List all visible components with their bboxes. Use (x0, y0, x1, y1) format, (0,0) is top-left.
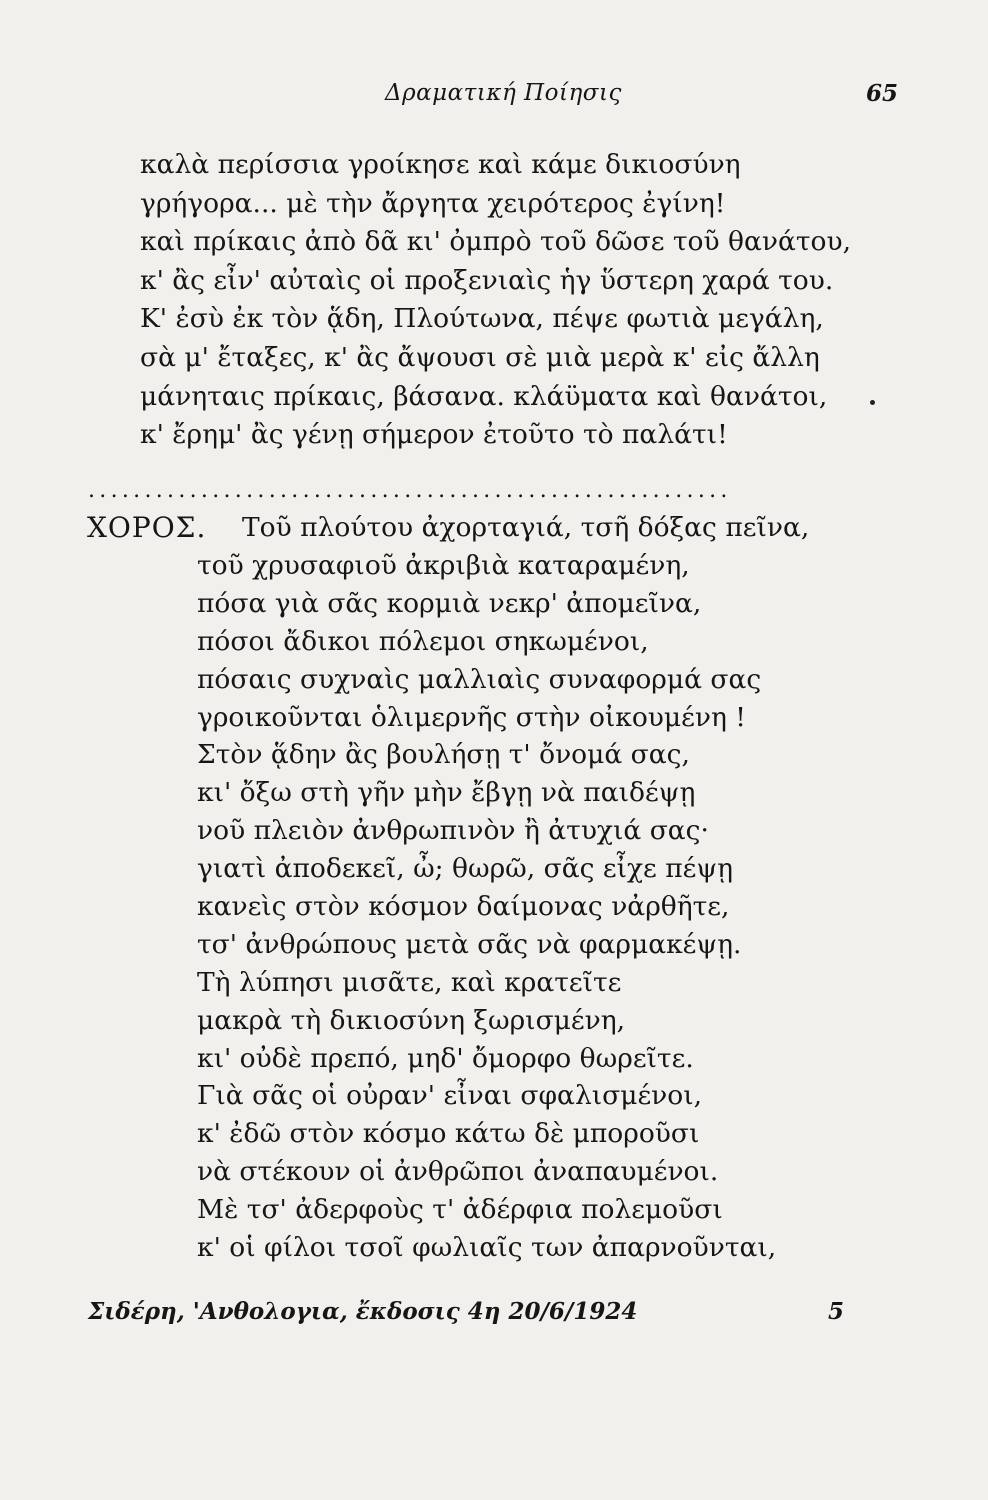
chorus-line: πόσοι ἄδικοι πόλεμοι σηκωμένοι, (197, 625, 649, 657)
running-title: Δραματική Ποίησις (385, 80, 622, 106)
chorus-line: νὰ στέκουν οἱ ἀνθρῶποι ἀναπαυμένοι. (197, 1156, 719, 1188)
chorus-line: νοῦ πλειὸν ἀνθρωπινὸν ἢ ἀτυχιά σας· (197, 815, 709, 847)
chorus-line: γροικοῦνται ὁλιμερνῆς στὴν οἰκουμένη ! (197, 701, 746, 733)
chorus-line: Μὲ τσ' ἀδερφοὺς τ' ἀδέρφια πολεμοῦσι (197, 1194, 723, 1226)
page-number: 65 (866, 80, 899, 107)
verse-line: γρήγορα... μὲ τὴν ἄργητα χειρότερος ἐγίνη! (140, 187, 726, 219)
chorus-line: κι' οὐδὲ πρεπό, μηδ' ὄμορφο θωρεῖτε. (197, 1042, 694, 1074)
chorus-line: γιατὶ ἀποδεκεῖ, ὦ; θωρῶ, σᾶς εἶχε πέψῃ (197, 853, 734, 885)
chorus-first-line: Τοῦ πλούτου ἀχορταγιά, τσῆ δόξας πεῖνα, (242, 512, 810, 543)
chorus-line: κι' ὄξω στὴ γῆν μὴν ἔβγῃ νὰ παιδέψῃ (197, 777, 696, 809)
print-speck (870, 400, 875, 405)
chorus-line: μακρὰ τὴ δικιοσύνη ξωρισμένη, (197, 1004, 626, 1036)
verse-block (140, 146, 880, 455)
chorus-line: πόσαις συχναὶς μαλλιαὶς συναφορμά σας (197, 663, 762, 695)
chorus-line: κ' ἐδῶ στὸν κόσμο κάτω δὲ μποροῦσι (197, 1118, 700, 1150)
dotted-divider: ......................................................... (88, 478, 732, 503)
chorus-line: κ' οἱ φίλοι τσοῖ φωλιαῖς των ἀπαρνοῦνται, (197, 1232, 777, 1264)
chorus-line: τσ' ἀνθρώπους μετὰ σᾶς νὰ φαρμακέψῃ. (197, 928, 742, 960)
verse-line: μάνηταις πρίκαις, βάσανα. κλάϋματα καὶ θανάτοι, (140, 380, 828, 412)
verse-line: Κ' ἐσὺ ἐκ τὸν ᾅδη, Πλούτωνα, πέψε φωτιὰ μεγάλη, (140, 303, 824, 335)
chorus-line: πόσα γιὰ σᾶς κορμιὰ νεκρ' ἀπομεῖνα, (197, 587, 702, 619)
chorus-line: κανεὶς στὸν κόσμον δαίμονας νἀρθῆτε, (197, 891, 730, 923)
running-head (0, 80, 988, 116)
verse-line: καὶ πρίκαις ἀπὸ δᾶ κι' ὀμπρὸ τοῦ δῶσε τοῦ θανάτου, (140, 226, 852, 258)
verse-line: σὰ μ' ἔταξες, κ' ἂς ἄψουσι σὲ μιὰ μερὰ κ' εἰς ἄλλη (140, 341, 820, 373)
verse-line: κ' ἂς εἶν' αὐταὶς οἱ προξενιαὶς ἡγ ὕστερη χαρά του. (140, 264, 834, 296)
footer-signature (88, 1298, 898, 1334)
sheet-number: 5 (828, 1298, 845, 1325)
verse-line: κ' ἔρημ' ἂς γένῃ σήμερον ἐτοῦτο τὸ παλάτι! (140, 419, 728, 451)
verse-line: καλὰ περίσσια γροίκησε καὶ κάμε δικιοσύνη (140, 149, 741, 180)
chorus-speaker: ΧΟΡΟΣ. (87, 511, 207, 544)
chorus-line: Γιὰ σᾶς οἱ οὐραν' εἶναι σφαλισμένοι, (197, 1080, 703, 1112)
signature-text: Σιδέρη, 'Ανθολογια, ἔκδοσις 4η 20/6/1924 (88, 1298, 638, 1325)
chorus-block (197, 547, 897, 1305)
chorus-line: Τὴ λύπησι μισᾶτε, καὶ κρατεῖτε (197, 966, 622, 998)
chorus-line: τοῦ χρυσαφιοῦ ἀκριβιὰ καταραμένη, (197, 550, 690, 581)
chorus-line: Στὸν ᾅδην ἂς βουλήσῃ τ' ὄνομά σας, (197, 739, 690, 771)
